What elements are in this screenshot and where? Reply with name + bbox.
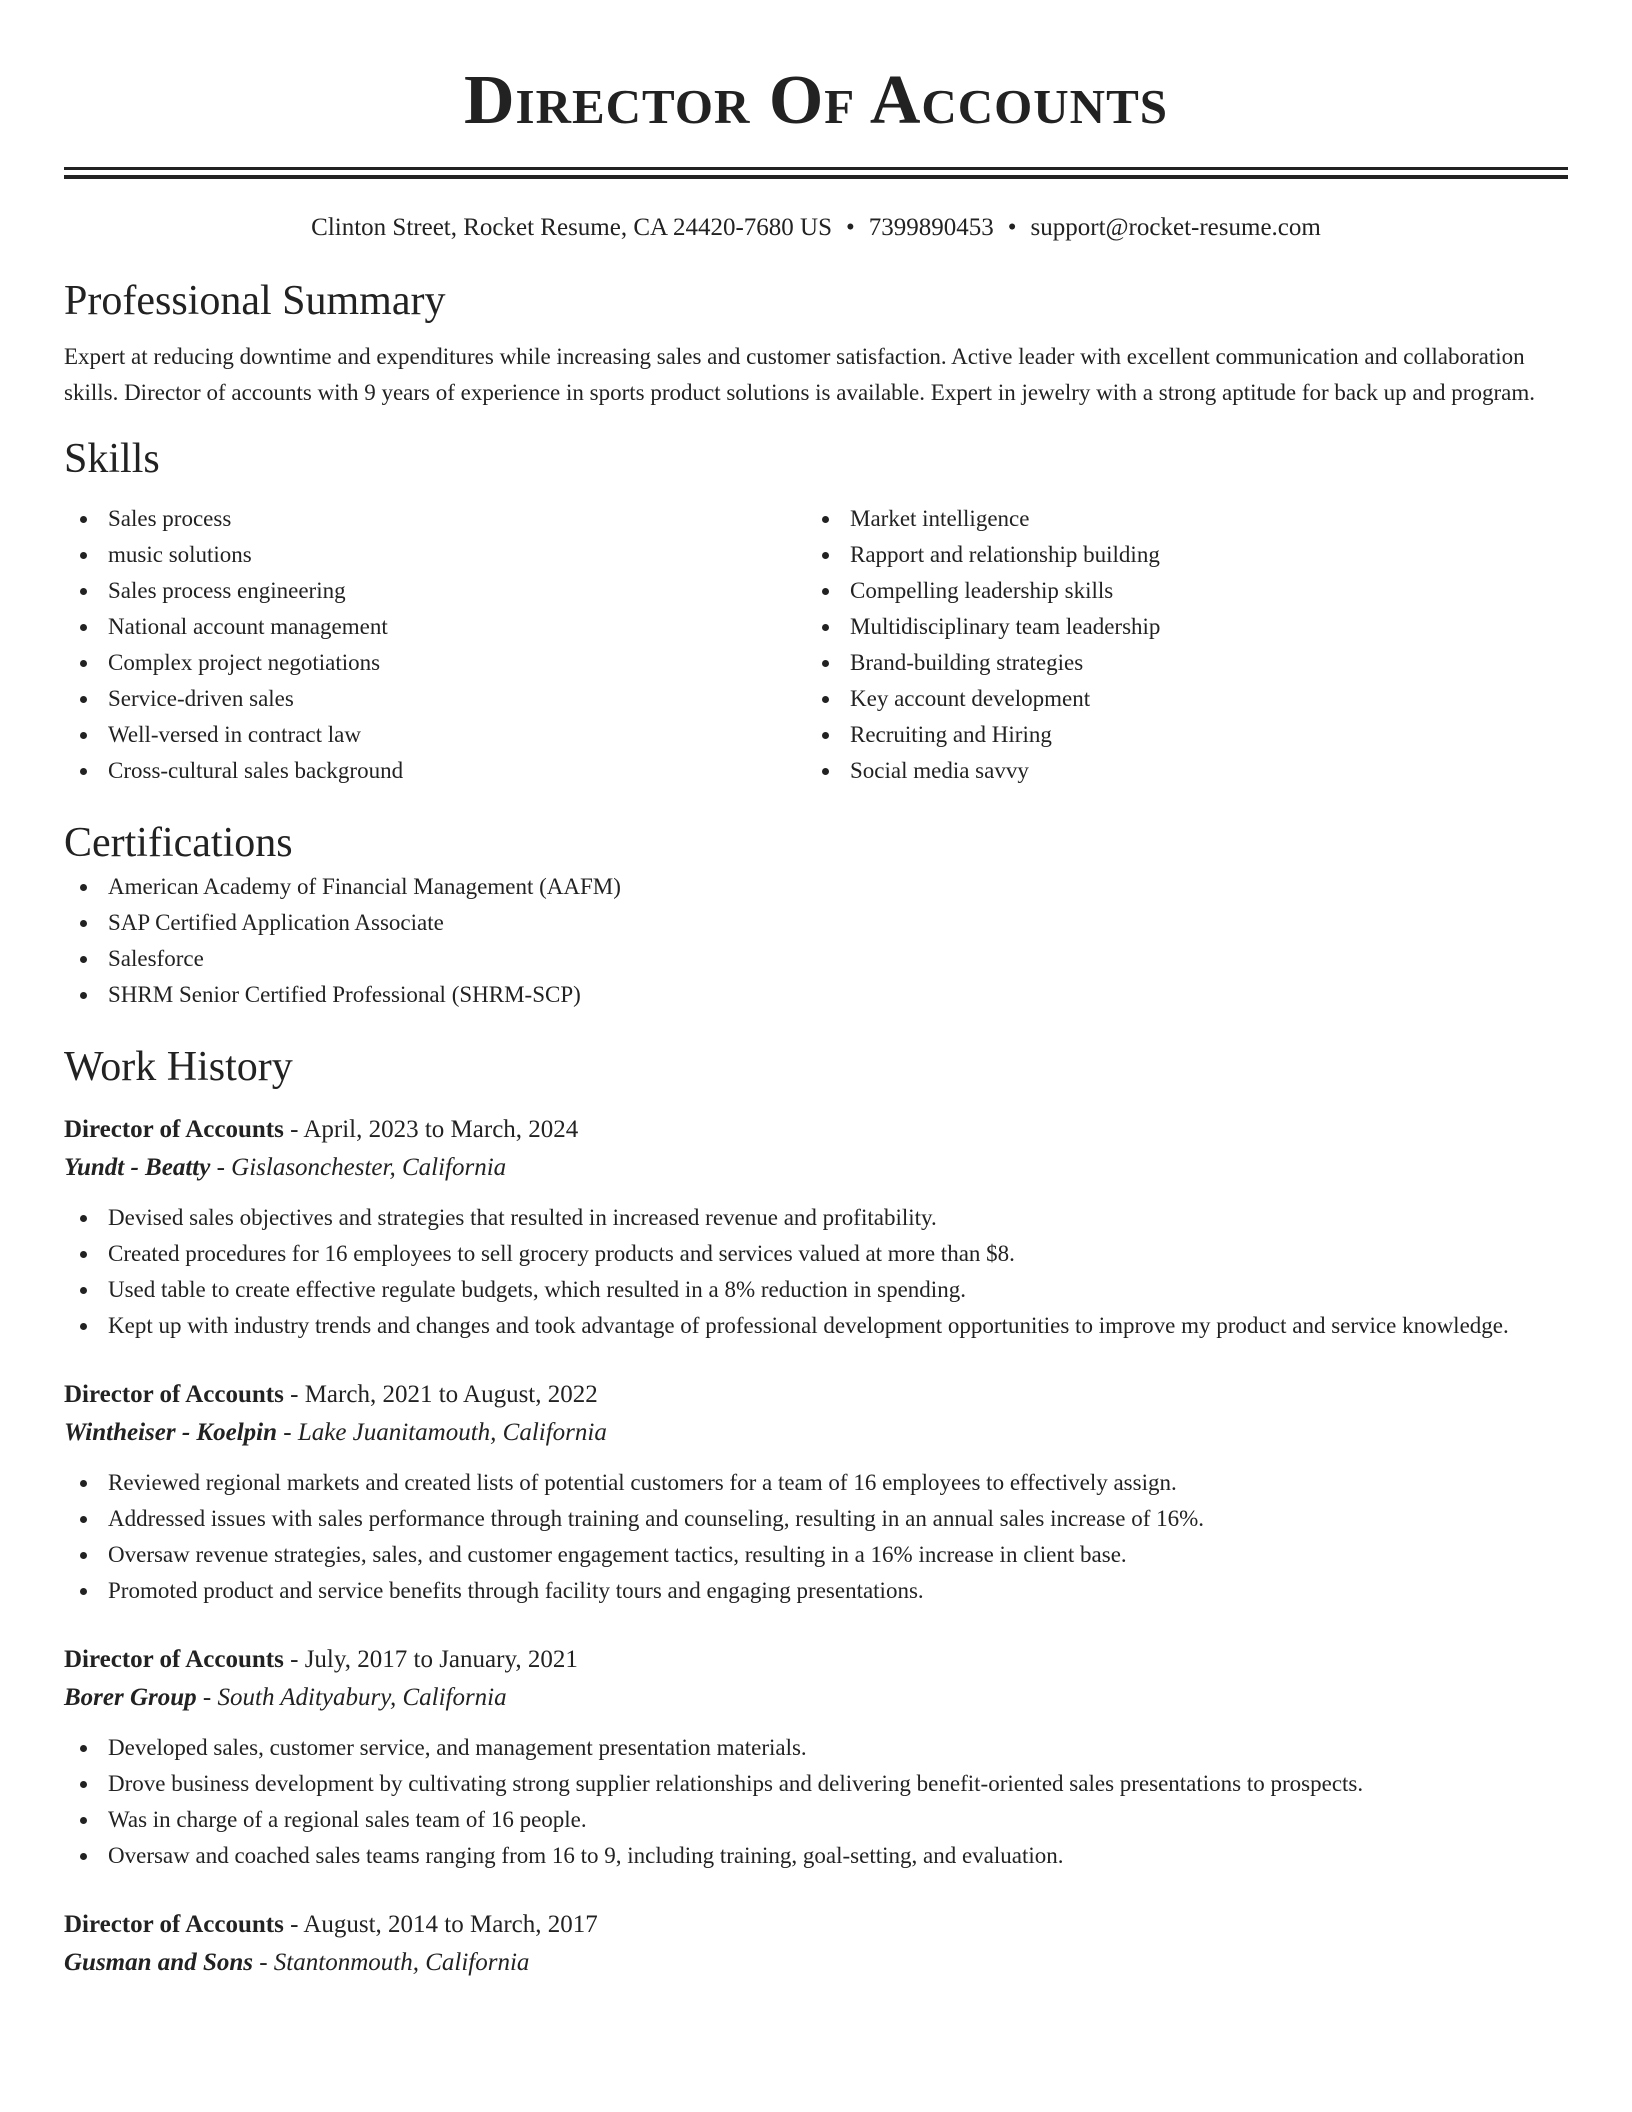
job-company: Gusman and Sons	[64, 1949, 253, 1976]
list-item-text: Sales process engineering	[108, 578, 346, 603]
list-item	[64, 681, 806, 717]
list-item	[64, 977, 1568, 1013]
list-item-text: Brand-building strategies	[850, 650, 1084, 675]
bullet-icon	[80, 1215, 87, 1222]
list-item-text: Devised sales objectives and strategies that resulted in increased revenue and profitability.	[108, 1205, 937, 1230]
summary-heading: Professional Summary	[64, 278, 446, 324]
list-item	[64, 717, 806, 753]
contact-separator: •	[1007, 214, 1017, 241]
list-item-text: music solutions	[108, 542, 252, 567]
list-item	[64, 1272, 1568, 1308]
bullet-icon	[80, 884, 87, 891]
job-dates: - April, 2023 to March, 2024	[283, 1116, 579, 1143]
list-item	[64, 753, 806, 789]
job-location: - Lake Juanitamouth, California	[277, 1419, 607, 1446]
bullet-icon	[822, 768, 829, 775]
bullet-icon	[80, 992, 87, 999]
list-item-text: National account management	[108, 614, 388, 639]
list-item	[64, 1200, 1568, 1236]
bullet-icon	[80, 1781, 87, 1788]
job-role: Director of Accounts	[64, 1911, 284, 1938]
bullet-icon	[80, 1817, 87, 1824]
job-entry	[64, 1906, 1568, 1982]
list-item-text: Compelling leadership skills	[850, 578, 1114, 603]
summary-text: Expert at reducing downtime and expenditures while increasing sales and customer satisfaction. Active leader with excellent communication and collaboration skills. Director of accounts with 9 years of experience in sports product solutions is available. Expert in jewelry with a strong aptitude for back up and program.	[64, 344, 1535, 405]
list-item-text: Rapport and relationship building	[850, 542, 1160, 567]
list-item	[64, 1573, 1568, 1609]
job-dates: - July, 2017 to January, 2021	[283, 1646, 578, 1673]
job-company-line	[64, 1944, 1568, 1982]
skills-columns	[64, 501, 1568, 789]
list-item-text: American Academy of Financial Management (AAFM)	[108, 874, 621, 899]
job-bullets	[64, 1465, 1568, 1609]
bullet-icon	[80, 1287, 87, 1294]
list-item-text: Recruiting and Hiring	[850, 722, 1052, 747]
list-item	[806, 537, 1548, 573]
bullet-icon	[80, 1251, 87, 1258]
list-item	[806, 645, 1548, 681]
list-item	[64, 905, 1568, 941]
list-item	[64, 573, 806, 609]
bullet-icon	[80, 1745, 87, 1752]
bullet-icon	[80, 768, 87, 775]
job-entry	[64, 1641, 1568, 1874]
job-bullets	[64, 1200, 1568, 1344]
list-item-text: Was in charge of a regional sales team of 16 people.	[108, 1807, 587, 1832]
job-title-line	[64, 1906, 1568, 1944]
list-item	[64, 869, 1568, 905]
bullet-icon	[80, 1480, 87, 1487]
skills-list-left	[64, 501, 806, 789]
bullet-icon	[80, 696, 87, 703]
certifications-heading: Certifications	[64, 820, 293, 866]
list-item	[64, 1766, 1568, 1802]
list-item-text: Used table to create effective regulate budgets, which resulted in a 8% reduction in spending.	[108, 1277, 966, 1302]
bullet-icon	[80, 588, 87, 595]
bullet-icon	[822, 588, 829, 595]
job-company-line	[64, 1149, 1568, 1187]
resume-page	[64, 0, 1568, 1982]
contact-line	[64, 211, 1568, 245]
job-dates: - March, 2021 to August, 2022	[283, 1381, 598, 1408]
list-item	[64, 941, 1568, 977]
certifications-list	[64, 869, 1568, 1013]
bullet-icon	[822, 660, 829, 667]
list-item	[64, 1308, 1568, 1344]
contact-phone: 7399890453	[868, 214, 994, 241]
list-item	[806, 609, 1548, 645]
bullet-icon	[80, 552, 87, 559]
list-item-text: Complex project negotiations	[108, 650, 381, 675]
bullet-icon	[80, 920, 87, 927]
job-entry	[64, 1111, 1568, 1344]
job-title-line	[64, 1641, 1568, 1679]
list-item-text: Kept up with industry trends and changes and took advantage of professional development opportunities to improve my product and service knowledge.	[108, 1313, 1509, 1338]
list-item	[64, 645, 806, 681]
job-role: Director of Accounts	[64, 1381, 284, 1408]
list-item-text: Drove business development by cultivating strong supplier relationships and delivering benefit-oriented sales presentations to prospects.	[108, 1771, 1364, 1796]
list-item	[806, 573, 1548, 609]
list-item-text: Key account development	[850, 686, 1091, 711]
list-item-text: Developed sales, customer service, and management presentation materials.	[108, 1735, 807, 1760]
bullet-icon	[80, 1853, 87, 1860]
list-item	[64, 537, 806, 573]
list-item-text: Service-driven sales	[108, 686, 294, 711]
list-item-text: Multidisciplinary team leadership	[850, 614, 1161, 639]
list-item-text: Salesforce	[108, 946, 204, 971]
list-item	[64, 1838, 1568, 1874]
job-dates: - August, 2014 to March, 2017	[283, 1911, 598, 1938]
contact-address: Clinton Street, Rocket Resume, CA 24420-7680 US	[311, 214, 832, 241]
resume-name: Director Of Accounts	[463, 62, 1169, 139]
job-role: Director of Accounts	[64, 1646, 284, 1673]
job-title-line	[64, 1111, 1568, 1149]
job-bullets	[64, 1730, 1568, 1874]
list-item	[64, 609, 806, 645]
bullet-icon	[80, 956, 87, 963]
contact-email: support@rocket-resume.com	[1030, 214, 1321, 241]
list-item-text: Created procedures for 16 employees to sell grocery products and services valued at more than $8.	[108, 1241, 1015, 1266]
bullet-icon	[822, 732, 829, 739]
list-item-text: Reviewed regional markets and created lists of potential customers for a team of 16 employees to effectively assign.	[108, 1470, 1177, 1495]
list-item-text: Promoted product and service benefits through facility tours and engaging presentations.	[108, 1578, 924, 1603]
bullet-icon	[80, 624, 87, 631]
list-item-text: Oversaw and coached sales teams ranging from 16 to 9, including training, goal-setting, and evaluation.	[108, 1843, 1064, 1868]
job-role: Director of Accounts	[64, 1116, 284, 1143]
list-item	[806, 501, 1548, 537]
bullet-icon	[80, 516, 87, 523]
list-item-text: Addressed issues with sales performance through training and counseling, resulting in an annual sales increase of 16%.	[108, 1506, 1205, 1531]
list-item-text: Sales process	[108, 506, 232, 531]
skills-list-right	[806, 501, 1548, 789]
list-item-text: Cross-cultural sales background	[108, 758, 404, 783]
job-location: - South Adityabury, California	[196, 1684, 507, 1711]
work-history-heading: Work History	[64, 1044, 293, 1090]
contact-separator: •	[846, 214, 855, 241]
header-divider	[64, 167, 1568, 179]
list-item	[64, 1537, 1568, 1573]
list-item-text: Social media savvy	[850, 758, 1029, 783]
bullet-icon	[80, 1323, 87, 1330]
job-location: - Stantonmouth, California	[252, 1949, 530, 1976]
bullet-icon	[822, 552, 829, 559]
list-item-text: Oversaw revenue strategies, sales, and customer engagement tactics, resulting in a 16% increase in client base.	[108, 1542, 1127, 1567]
job-company-line	[64, 1414, 1568, 1452]
job-location: - Gislasonchester, California	[210, 1154, 507, 1181]
list-item-text: Well-versed in contract law	[108, 722, 361, 747]
list-item	[64, 1465, 1568, 1501]
bullet-icon	[80, 1588, 87, 1595]
list-item	[806, 717, 1548, 753]
list-item	[806, 681, 1548, 717]
list-item	[64, 501, 806, 537]
job-title-line	[64, 1376, 1568, 1414]
list-item	[64, 1236, 1568, 1272]
job-company: Wintheiser - Koelpin	[64, 1419, 277, 1446]
list-item-text: SAP Certified Application Associate	[108, 910, 444, 935]
bullet-icon	[822, 624, 829, 631]
bullet-icon	[822, 696, 829, 703]
list-item-text: Market intelligence	[850, 506, 1030, 531]
skills-heading: Skills	[64, 436, 160, 482]
bullet-icon	[80, 732, 87, 739]
list-item	[64, 1802, 1568, 1838]
job-company-line	[64, 1679, 1568, 1717]
bullet-icon	[822, 516, 829, 523]
list-item	[64, 1730, 1568, 1766]
bullet-icon	[80, 660, 87, 667]
job-company: Borer Group	[64, 1684, 197, 1711]
list-item	[806, 753, 1548, 789]
job-company: Yundt - Beatty	[64, 1154, 211, 1181]
job-entry	[64, 1376, 1568, 1609]
work-history-list	[64, 1111, 1568, 1982]
bullet-icon	[80, 1552, 87, 1559]
bullet-icon	[80, 1516, 87, 1523]
list-item-text: SHRM Senior Certified Professional (SHRM-SCP)	[108, 982, 581, 1007]
list-item	[64, 1501, 1568, 1537]
